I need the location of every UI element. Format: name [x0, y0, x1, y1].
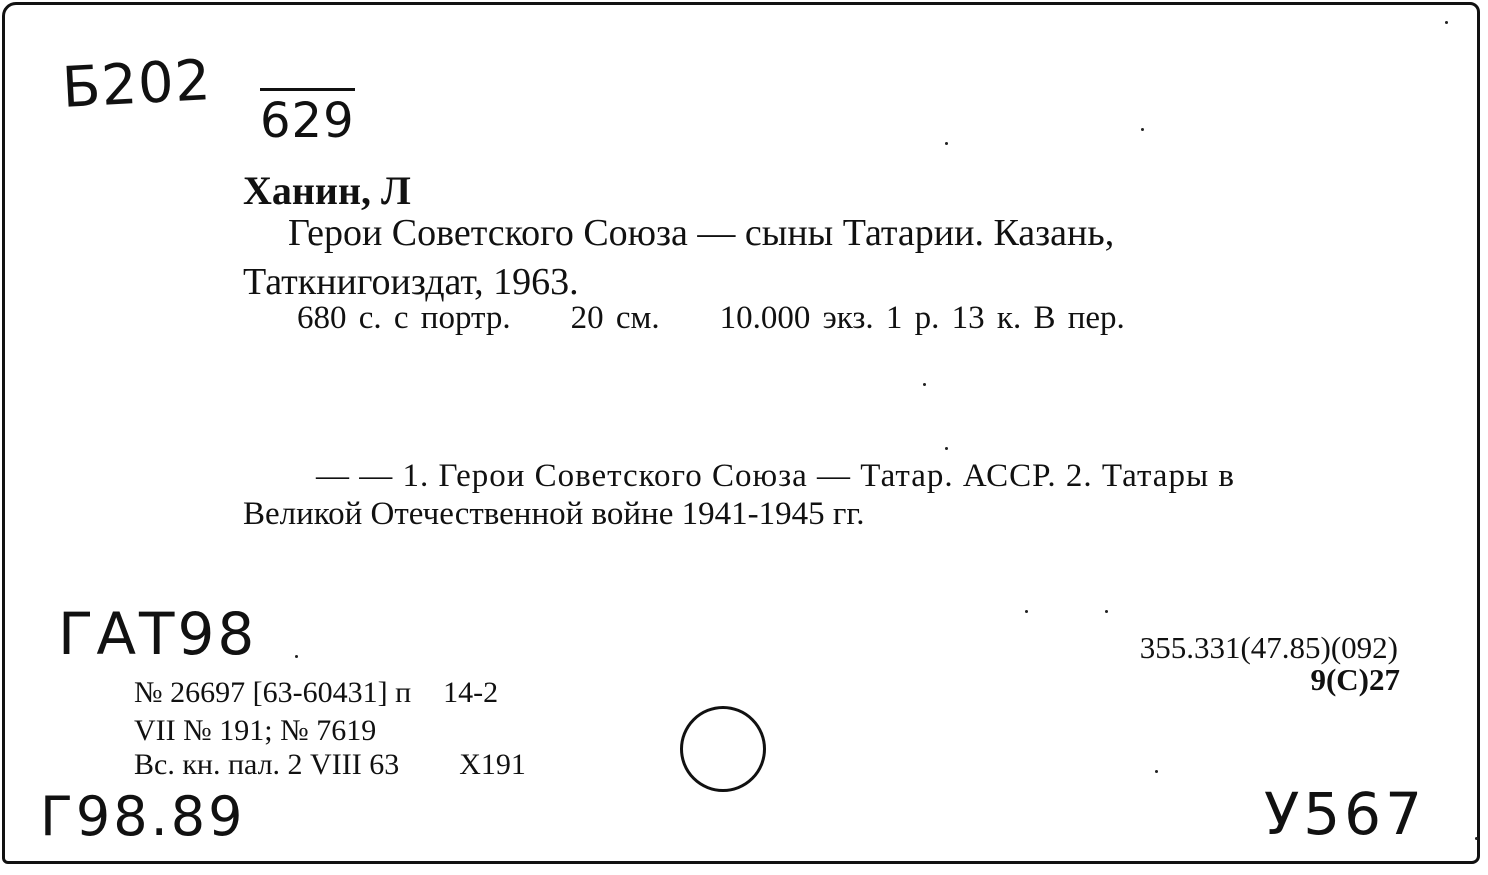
- title-line-2: Таткнигоиздат, 1963.: [243, 261, 579, 303]
- physical-description: [297, 300, 1125, 337]
- speck: [923, 383, 926, 386]
- accession-number: № 26697 [63-60431] п: [134, 676, 412, 709]
- bbk-index: 9(С)27: [1310, 662, 1400, 697]
- pages-text: 680 с. с портр.: [297, 300, 511, 336]
- handwritten-y567-code: У567: [1263, 780, 1426, 848]
- subjects-line-1: — — 1. Герои Советского Союза — Татар. АССР. 2. Татары в: [316, 458, 1235, 494]
- handwritten-gat-code: ГАТ98: [58, 600, 258, 668]
- speck: [1141, 128, 1144, 131]
- speck: [295, 655, 298, 658]
- accession-x-code: Х191: [459, 748, 526, 781]
- speck: [1475, 837, 1478, 840]
- shelf-subnumber-handwritten: 629: [260, 88, 355, 149]
- speck: [1105, 610, 1108, 613]
- circle-stamp: [680, 706, 766, 792]
- udc-index: 355.331(47.85)(092): [1139, 630, 1398, 665]
- speck: [1025, 610, 1028, 613]
- edition-text: 10.000 экз. 1 р. 13 к. В пер.: [719, 300, 1125, 336]
- shelf-number-handwritten: Б202: [60, 48, 213, 121]
- speck: [1445, 21, 1448, 24]
- accession-code: 14-2: [443, 676, 499, 709]
- handwritten-g98-code: Г98.89: [40, 785, 246, 848]
- speck: [945, 447, 948, 450]
- size-text: 20 см.: [570, 300, 660, 336]
- speck: [945, 142, 948, 145]
- book-chamber-date: Вс. кн. пал. 2 VIII 63: [134, 748, 400, 781]
- subjects-line-2: Великой Отечественной войне 1941-1945 гг.: [243, 496, 865, 532]
- accession-line-2: VII № 191; № 7619: [134, 714, 377, 747]
- accession-line-3: [134, 748, 526, 782]
- author-heading: Ханин, Л: [243, 168, 411, 213]
- accession-line-1: [134, 676, 498, 710]
- speck: [1155, 770, 1158, 773]
- title-line-1: Герои Советского Союза — сыны Татарии. Казань,: [288, 212, 1115, 254]
